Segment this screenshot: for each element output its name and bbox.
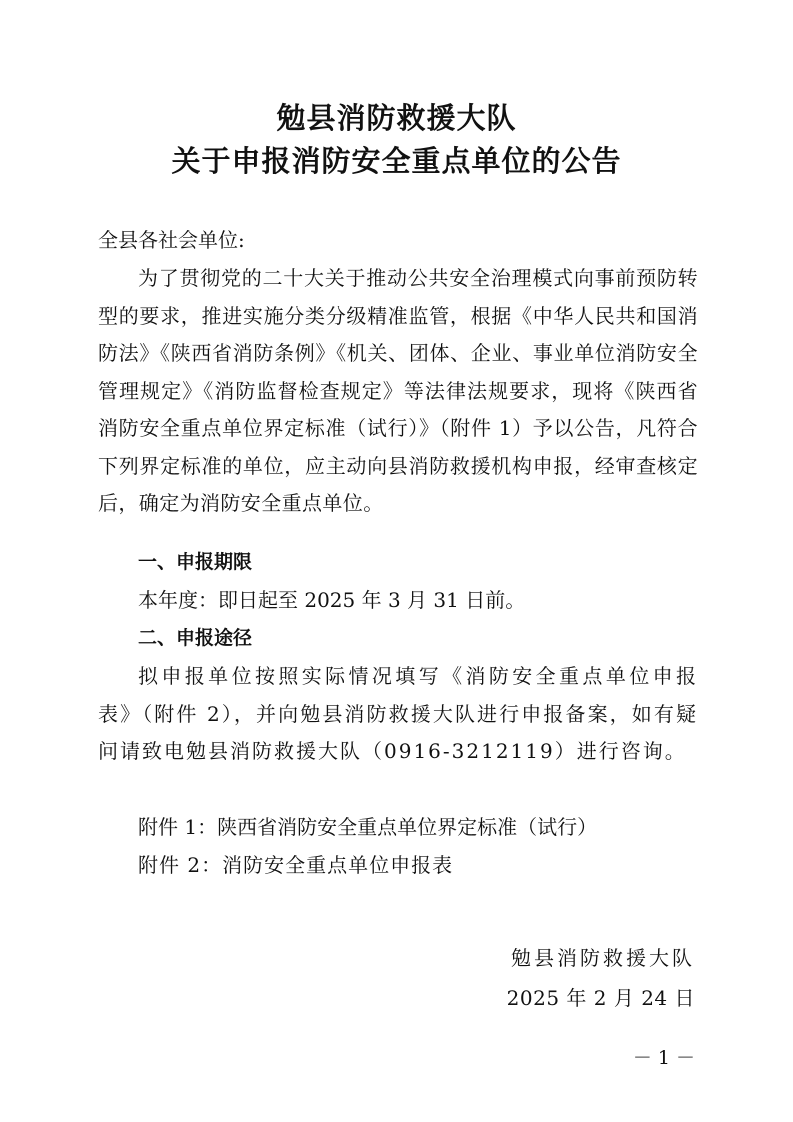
salutation: 全县各社会单位: [98,228,245,252]
section-1-text: 本年度：即日起至 2025 年 3 月 31 日前。 [138,588,526,612]
attachment-1: 附件 1：陕西省消防安全重点单位界定标准（试行） [138,815,598,839]
section-2-heading: 二、申报途径 [138,627,253,649]
signature-organization: 勉县消防救援大队 [511,946,695,970]
signature-date: 2025 年 2 月 24 日 [506,986,695,1010]
document-title-line-2: 关于申报消防安全重点单位的公告 [171,144,622,178]
document-title-line-1: 勉县消防救援大队 [276,101,517,135]
page-number: － 1 － [632,1047,695,1069]
section-2-text: 拟申报单位按照实际情况填写《消防安全重点单位申报表》（附件 2），并向勉县消防救援大队进行申报备案，如有疑问请致电勉县消防救援大队（0916-3212119）进行咨询。 [98,664,698,763]
attachment-2: 附件 2：消防安全重点单位申报表 [138,853,454,877]
section-1-heading: 一、申报期限 [138,551,253,573]
intro-paragraph: 为了贯彻党的二十大关于推动公共安全治理模式向事前预防转型的要求，推进实施分类分级精准监管，根据《中华人民共和国消防法》《陕西省消防条例》《机关、团体、企业、事业单位消防安全管理规定》《消防监督检查规定》等法律法规要求，现将《陕西省消防安全重点单位界定标准（试行）》（附件 1）予以公告，凡符合下列界定标准的单位，应主动向县消防救援机构申报，经审查核定后，确定为消防安全重点单位。 [98,266,698,515]
